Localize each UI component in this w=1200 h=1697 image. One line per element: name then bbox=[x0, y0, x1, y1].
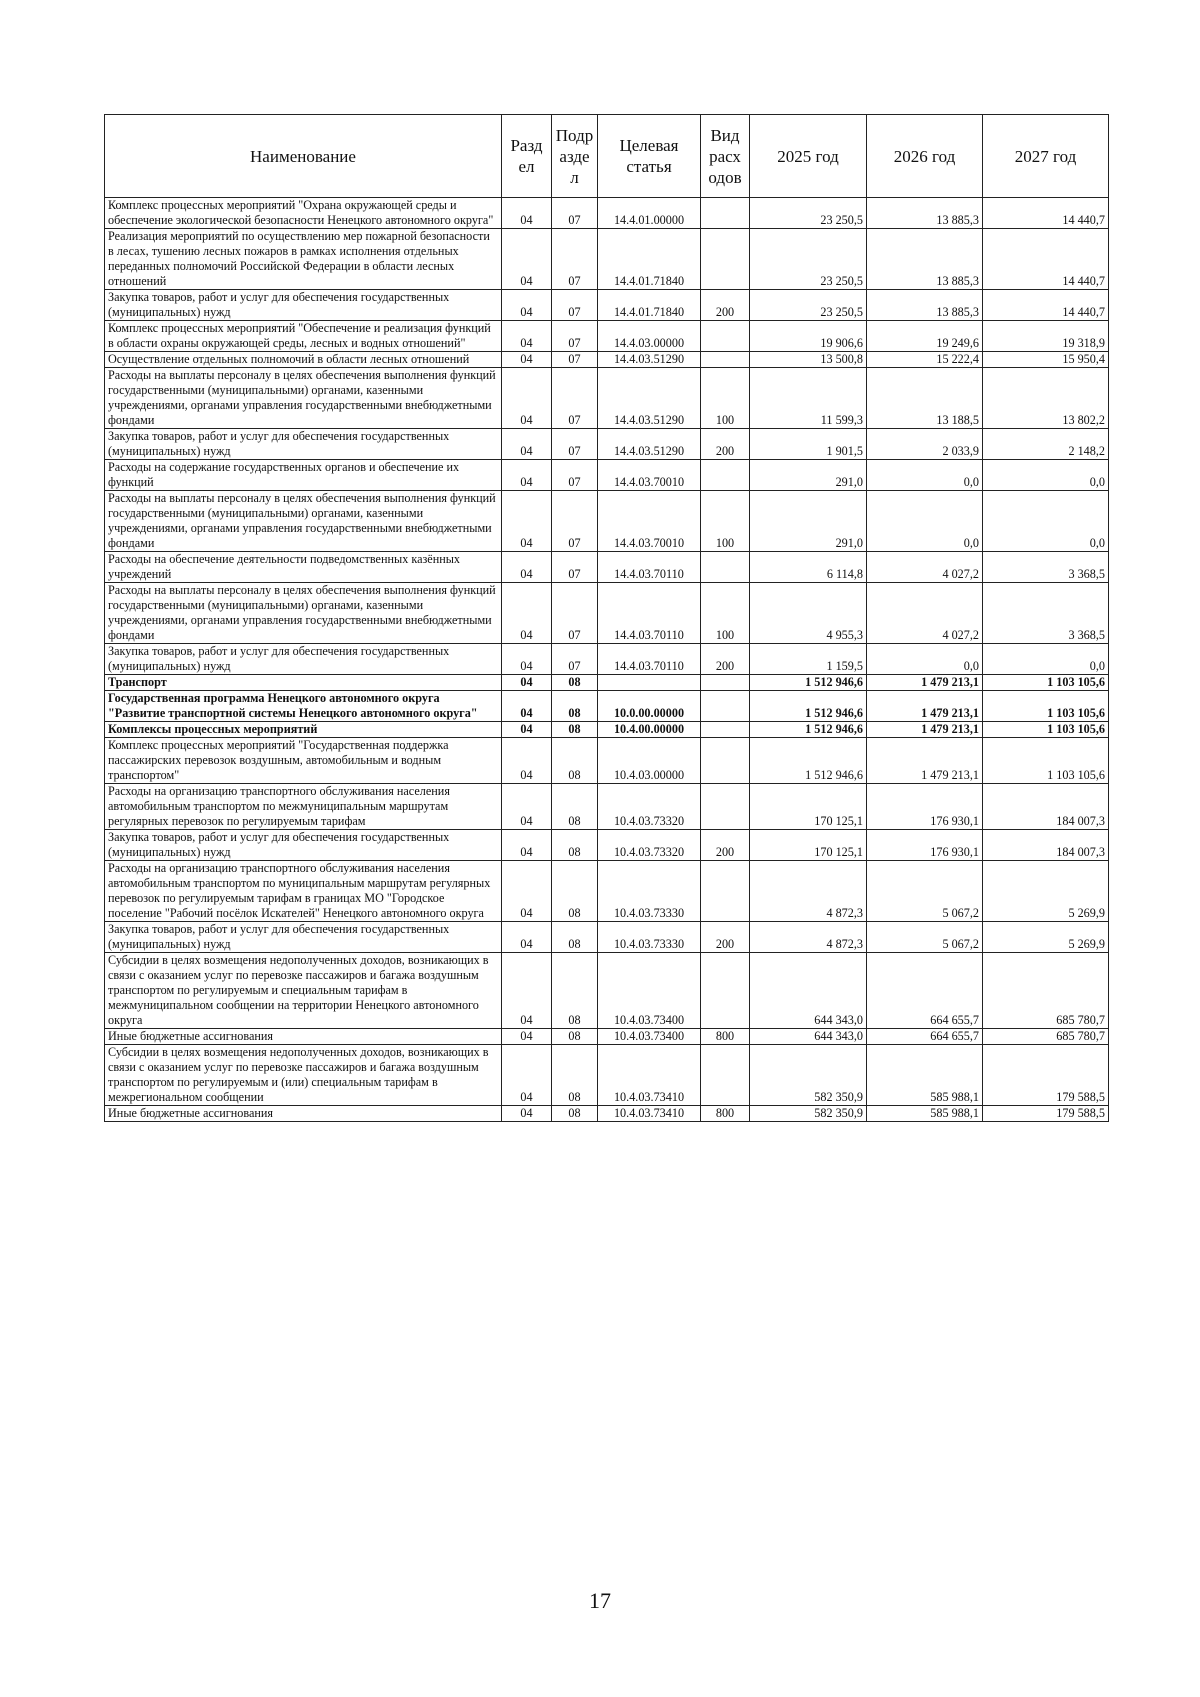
row-value-2027: 3 368,5 bbox=[983, 583, 1109, 644]
row-value-2027: 13 802,2 bbox=[983, 368, 1109, 429]
table-row bbox=[105, 198, 1109, 229]
row-value-2025: 4 872,3 bbox=[750, 922, 867, 953]
row-name: Расходы на содержание государственных органов и обеспечение их функций bbox=[105, 460, 502, 491]
row-value-2025: 1 512 946,6 bbox=[750, 675, 867, 691]
row-tselevaya-statya: 10.4.03.00000 bbox=[598, 738, 701, 784]
row-value-2025: 1 159,5 bbox=[750, 644, 867, 675]
row-value-2026: 13 885,3 bbox=[867, 229, 983, 290]
row-razdel: 04 bbox=[502, 644, 552, 675]
table-row bbox=[105, 1029, 1109, 1045]
header-row bbox=[105, 115, 1109, 198]
row-value-2026: 664 655,7 bbox=[867, 953, 983, 1029]
row-value-2025: 23 250,5 bbox=[750, 198, 867, 229]
row-vid-rashodov: 100 bbox=[701, 583, 750, 644]
row-name: Закупка товаров, работ и услуг для обеспечения государственных (муниципальных) нужд bbox=[105, 830, 502, 861]
row-tselevaya-statya: 10.4.00.00000 bbox=[598, 722, 701, 738]
row-vid-rashodov bbox=[701, 460, 750, 491]
row-podrazdel: 08 bbox=[552, 784, 598, 830]
row-value-2025: 291,0 bbox=[750, 491, 867, 552]
row-razdel: 04 bbox=[502, 321, 552, 352]
row-value-2025: 6 114,8 bbox=[750, 552, 867, 583]
row-value-2027: 1 103 105,6 bbox=[983, 738, 1109, 784]
row-value-2025: 23 250,5 bbox=[750, 229, 867, 290]
row-name: Расходы на организацию транспортного обслуживания населения автомобильным транспортом по муниципальным маршрутам регулярных перевозок по регулируемым тарифам в границах МО "Городское поселение "Рабочий посёлок Искателей" Ненецкого автономного округа bbox=[105, 861, 502, 922]
row-name: Реализация мероприятий по осуществлению мер пожарной безопасности в лесах, тушению лесных пожаров в рамках исполнения отдельных переданных полномочий Российской Федерации в области лесных отношений bbox=[105, 229, 502, 290]
table-row bbox=[105, 290, 1109, 321]
row-value-2025: 1 901,5 bbox=[750, 429, 867, 460]
row-podrazdel: 08 bbox=[552, 1106, 598, 1122]
row-razdel: 04 bbox=[502, 198, 552, 229]
row-name: Закупка товаров, работ и услуг для обеспечения государственных (муниципальных) нужд bbox=[105, 922, 502, 953]
row-tselevaya-statya: 14.4.03.70110 bbox=[598, 644, 701, 675]
header-year-2027: 2027 год bbox=[983, 115, 1109, 198]
row-value-2026: 1 479 213,1 bbox=[867, 675, 983, 691]
row-value-2027: 14 440,7 bbox=[983, 290, 1109, 321]
row-razdel: 04 bbox=[502, 429, 552, 460]
header-podrazdel: Подр азде л bbox=[552, 115, 598, 198]
table-row bbox=[105, 861, 1109, 922]
row-value-2027: 3 368,5 bbox=[983, 552, 1109, 583]
row-podrazdel: 07 bbox=[552, 583, 598, 644]
header-razdel: Разд ел bbox=[502, 115, 552, 198]
row-razdel: 04 bbox=[502, 368, 552, 429]
row-podrazdel: 08 bbox=[552, 675, 598, 691]
row-razdel: 04 bbox=[502, 352, 552, 368]
table-row bbox=[105, 429, 1109, 460]
table-row bbox=[105, 368, 1109, 429]
row-vid-rashodov: 800 bbox=[701, 1106, 750, 1122]
row-name: Субсидии в целях возмещения недополученных доходов, возникающих в связи с оказанием услуг по перевозке пассажиров и багажа воздушным транспортом по регулируемым и (или) специальным тарифам в межрегиональном сообщении bbox=[105, 1045, 502, 1106]
row-tselevaya-statya: 10.0.00.00000 bbox=[598, 691, 701, 722]
row-value-2025: 582 350,9 bbox=[750, 1045, 867, 1106]
row-tselevaya-statya: 10.4.03.73410 bbox=[598, 1045, 701, 1106]
row-name: Расходы на организацию транспортного обслуживания населения автомобильным транспортом по межмуниципальным маршрутам регулярных перевозок по регулируемым тарифам bbox=[105, 784, 502, 830]
row-tselevaya-statya bbox=[598, 675, 701, 691]
row-value-2027: 0,0 bbox=[983, 491, 1109, 552]
row-tselevaya-statya: 10.4.03.73330 bbox=[598, 922, 701, 953]
row-tselevaya-statya: 14.4.03.70010 bbox=[598, 491, 701, 552]
table-row bbox=[105, 953, 1109, 1029]
row-vid-rashodov bbox=[701, 784, 750, 830]
row-tselevaya-statya: 10.4.03.73410 bbox=[598, 1106, 701, 1122]
row-value-2026: 1 479 213,1 bbox=[867, 691, 983, 722]
row-razdel: 04 bbox=[502, 691, 552, 722]
row-vid-rashodov: 800 bbox=[701, 1029, 750, 1045]
row-value-2027: 179 588,5 bbox=[983, 1106, 1109, 1122]
row-value-2027: 2 148,2 bbox=[983, 429, 1109, 460]
row-value-2027: 0,0 bbox=[983, 460, 1109, 491]
row-podrazdel: 07 bbox=[552, 290, 598, 321]
row-name: Субсидии в целях возмещения недополученных доходов, возникающих в связи с оказанием услуг по перевозке пассажиров и багажа воздушным транспортом по регулируемым и специальным тарифам в межмуниципальном сообщении на территории Ненецкого автономного округа bbox=[105, 953, 502, 1029]
row-name: Транспорт bbox=[105, 675, 502, 691]
row-value-2026: 5 067,2 bbox=[867, 861, 983, 922]
row-name: Иные бюджетные ассигнования bbox=[105, 1106, 502, 1122]
row-podrazdel: 07 bbox=[552, 352, 598, 368]
table-row bbox=[105, 1045, 1109, 1106]
table-row bbox=[105, 830, 1109, 861]
row-value-2027: 179 588,5 bbox=[983, 1045, 1109, 1106]
row-podrazdel: 08 bbox=[552, 861, 598, 922]
row-razdel: 04 bbox=[502, 722, 552, 738]
row-value-2027: 685 780,7 bbox=[983, 1029, 1109, 1045]
row-value-2025: 13 500,8 bbox=[750, 352, 867, 368]
row-podrazdel: 07 bbox=[552, 368, 598, 429]
row-value-2026: 0,0 bbox=[867, 460, 983, 491]
row-value-2026: 0,0 bbox=[867, 491, 983, 552]
row-podrazdel: 08 bbox=[552, 953, 598, 1029]
table-row bbox=[105, 460, 1109, 491]
row-value-2027: 1 103 105,6 bbox=[983, 722, 1109, 738]
row-name: Комплекс процессных мероприятий "Обеспечение и реализация функций в области охраны окружающей среды, лесных и водных отношений" bbox=[105, 321, 502, 352]
row-podrazdel: 07 bbox=[552, 460, 598, 491]
table-body bbox=[105, 198, 1109, 1122]
row-value-2027: 5 269,9 bbox=[983, 922, 1109, 953]
row-tselevaya-statya: 14.4.01.71840 bbox=[598, 290, 701, 321]
row-podrazdel: 07 bbox=[552, 229, 598, 290]
row-podrazdel: 07 bbox=[552, 321, 598, 352]
row-vid-rashodov bbox=[701, 229, 750, 290]
row-tselevaya-statya: 10.4.03.73400 bbox=[598, 1029, 701, 1045]
row-value-2027: 184 007,3 bbox=[983, 784, 1109, 830]
table-row bbox=[105, 784, 1109, 830]
row-tselevaya-statya: 10.4.03.73320 bbox=[598, 830, 701, 861]
budget-table bbox=[104, 114, 1109, 1122]
table-row bbox=[105, 738, 1109, 784]
row-value-2026: 5 067,2 bbox=[867, 922, 983, 953]
row-vid-rashodov bbox=[701, 861, 750, 922]
row-vid-rashodov bbox=[701, 675, 750, 691]
row-value-2027: 685 780,7 bbox=[983, 953, 1109, 1029]
row-podrazdel: 08 bbox=[552, 830, 598, 861]
header-tselevaya-statya: Целевая статья bbox=[598, 115, 701, 198]
table-row bbox=[105, 722, 1109, 738]
row-razdel: 04 bbox=[502, 491, 552, 552]
row-razdel: 04 bbox=[502, 1045, 552, 1106]
row-value-2025: 170 125,1 bbox=[750, 830, 867, 861]
row-value-2027: 0,0 bbox=[983, 644, 1109, 675]
row-vid-rashodov bbox=[701, 352, 750, 368]
row-value-2025: 4 872,3 bbox=[750, 861, 867, 922]
table-row bbox=[105, 644, 1109, 675]
row-name: Осуществление отдельных полномочий в области лесных отношений bbox=[105, 352, 502, 368]
row-value-2025: 291,0 bbox=[750, 460, 867, 491]
row-value-2025: 170 125,1 bbox=[750, 784, 867, 830]
row-name: Комплексы процессных мероприятий bbox=[105, 722, 502, 738]
row-razdel: 04 bbox=[502, 552, 552, 583]
row-podrazdel: 07 bbox=[552, 429, 598, 460]
row-value-2026: 0,0 bbox=[867, 644, 983, 675]
row-name: Государственная программа Ненецкого автономного округа "Развитие транспортной системы Ненецкого автономного округа" bbox=[105, 691, 502, 722]
row-vid-rashodov bbox=[701, 1045, 750, 1106]
row-value-2025: 1 512 946,6 bbox=[750, 722, 867, 738]
table-row bbox=[105, 922, 1109, 953]
row-value-2026: 15 222,4 bbox=[867, 352, 983, 368]
row-value-2026: 13 885,3 bbox=[867, 198, 983, 229]
row-value-2025: 1 512 946,6 bbox=[750, 738, 867, 784]
row-razdel: 04 bbox=[502, 830, 552, 861]
row-name: Закупка товаров, работ и услуг для обеспечения государственных (муниципальных) нужд bbox=[105, 644, 502, 675]
row-vid-rashodov bbox=[701, 321, 750, 352]
row-razdel: 04 bbox=[502, 1106, 552, 1122]
row-name: Расходы на выплаты персоналу в целях обеспечения выполнения функций государственными (муниципальными) органами, казенными учреждениями, органами управления государственными внебюджетными фондами bbox=[105, 491, 502, 552]
row-podrazdel: 07 bbox=[552, 198, 598, 229]
row-tselevaya-statya: 14.4.03.51290 bbox=[598, 368, 701, 429]
table-row bbox=[105, 691, 1109, 722]
row-tselevaya-statya: 10.4.03.73320 bbox=[598, 784, 701, 830]
row-value-2026: 1 479 213,1 bbox=[867, 722, 983, 738]
row-tselevaya-statya: 14.4.03.51290 bbox=[598, 429, 701, 460]
row-tselevaya-statya: 14.4.03.70110 bbox=[598, 583, 701, 644]
row-podrazdel: 08 bbox=[552, 1029, 598, 1045]
row-value-2027: 14 440,7 bbox=[983, 229, 1109, 290]
row-vid-rashodov: 200 bbox=[701, 429, 750, 460]
table-row bbox=[105, 1106, 1109, 1122]
row-name: Закупка товаров, работ и услуг для обеспечения государственных (муниципальных) нужд bbox=[105, 290, 502, 321]
row-value-2027: 15 950,4 bbox=[983, 352, 1109, 368]
table-row bbox=[105, 552, 1109, 583]
row-value-2026: 585 988,1 bbox=[867, 1045, 983, 1106]
row-value-2025: 19 906,6 bbox=[750, 321, 867, 352]
row-name: Комплекс процессных мероприятий "Охрана окружающей среды и обеспечение экологической безопасности Ненецкого автономного округа" bbox=[105, 198, 502, 229]
row-value-2025: 23 250,5 bbox=[750, 290, 867, 321]
row-vid-rashodov bbox=[701, 691, 750, 722]
row-name: Комплекс процессных мероприятий "Государственная поддержка пассажирских перевозок воздушным, автомобильным и водным транспортом" bbox=[105, 738, 502, 784]
table-row bbox=[105, 352, 1109, 368]
row-vid-rashodov: 200 bbox=[701, 644, 750, 675]
row-razdel: 04 bbox=[502, 675, 552, 691]
row-tselevaya-statya: 14.4.03.00000 bbox=[598, 321, 701, 352]
header-year-2026: 2026 год bbox=[867, 115, 983, 198]
row-vid-rashodov: 200 bbox=[701, 290, 750, 321]
row-tselevaya-statya: 10.4.03.73400 bbox=[598, 953, 701, 1029]
header-name: Наименование bbox=[105, 115, 502, 198]
row-name: Расходы на выплаты персоналу в целях обеспечения выполнения функций государственными (муниципальными) органами, казенными учреждениями, органами управления государственными внебюджетными фондами bbox=[105, 368, 502, 429]
row-tselevaya-statya: 14.4.03.70010 bbox=[598, 460, 701, 491]
row-value-2026: 176 930,1 bbox=[867, 784, 983, 830]
row-tselevaya-statya: 14.4.01.71840 bbox=[598, 229, 701, 290]
row-vid-rashodov bbox=[701, 953, 750, 1029]
table-row bbox=[105, 321, 1109, 352]
row-value-2025: 1 512 946,6 bbox=[750, 691, 867, 722]
row-podrazdel: 08 bbox=[552, 922, 598, 953]
row-value-2026: 664 655,7 bbox=[867, 1029, 983, 1045]
row-razdel: 04 bbox=[502, 953, 552, 1029]
row-razdel: 04 bbox=[502, 583, 552, 644]
row-value-2026: 585 988,1 bbox=[867, 1106, 983, 1122]
row-value-2027: 19 318,9 bbox=[983, 321, 1109, 352]
row-value-2025: 644 343,0 bbox=[750, 1029, 867, 1045]
row-vid-rashodov: 100 bbox=[701, 368, 750, 429]
row-razdel: 04 bbox=[502, 290, 552, 321]
row-value-2027: 184 007,3 bbox=[983, 830, 1109, 861]
row-razdel: 04 bbox=[502, 460, 552, 491]
table-header bbox=[105, 115, 1109, 198]
row-value-2025: 11 599,3 bbox=[750, 368, 867, 429]
row-tselevaya-statya: 14.4.03.51290 bbox=[598, 352, 701, 368]
row-name: Расходы на обеспечение деятельности подведомственных казённых учреждений bbox=[105, 552, 502, 583]
row-tselevaya-statya: 14.4.01.00000 bbox=[598, 198, 701, 229]
row-vid-rashodov: 200 bbox=[701, 830, 750, 861]
row-value-2026: 19 249,6 bbox=[867, 321, 983, 352]
row-name: Расходы на выплаты персоналу в целях обеспечения выполнения функций государственными (муниципальными) органами, казенными учреждениями, органами управления государственными внебюджетными фондами bbox=[105, 583, 502, 644]
row-value-2027: 1 103 105,6 bbox=[983, 691, 1109, 722]
table-row bbox=[105, 229, 1109, 290]
row-podrazdel: 08 bbox=[552, 722, 598, 738]
row-podrazdel: 07 bbox=[552, 644, 598, 675]
row-vid-rashodov: 200 bbox=[701, 922, 750, 953]
row-podrazdel: 08 bbox=[552, 1045, 598, 1106]
row-value-2026: 1 479 213,1 bbox=[867, 738, 983, 784]
row-tselevaya-statya: 10.4.03.73330 bbox=[598, 861, 701, 922]
row-podrazdel: 07 bbox=[552, 491, 598, 552]
row-value-2025: 644 343,0 bbox=[750, 953, 867, 1029]
row-vid-rashodov bbox=[701, 722, 750, 738]
row-value-2025: 582 350,9 bbox=[750, 1106, 867, 1122]
row-razdel: 04 bbox=[502, 861, 552, 922]
row-vid-rashodov: 100 bbox=[701, 491, 750, 552]
row-value-2027: 14 440,7 bbox=[983, 198, 1109, 229]
row-podrazdel: 07 bbox=[552, 552, 598, 583]
row-razdel: 04 bbox=[502, 784, 552, 830]
row-razdel: 04 bbox=[502, 1029, 552, 1045]
row-podrazdel: 08 bbox=[552, 738, 598, 784]
row-value-2025: 4 955,3 bbox=[750, 583, 867, 644]
page-number: 17 bbox=[589, 1588, 611, 1613]
row-value-2026: 4 027,2 bbox=[867, 552, 983, 583]
row-value-2027: 1 103 105,6 bbox=[983, 675, 1109, 691]
header-year-2025: 2025 год bbox=[750, 115, 867, 198]
row-value-2026: 176 930,1 bbox=[867, 830, 983, 861]
row-name: Закупка товаров, работ и услуг для обеспечения государственных (муниципальных) нужд bbox=[105, 429, 502, 460]
row-vid-rashodov bbox=[701, 198, 750, 229]
table-row bbox=[105, 491, 1109, 552]
row-value-2026: 2 033,9 bbox=[867, 429, 983, 460]
row-name: Иные бюджетные ассигнования bbox=[105, 1029, 502, 1045]
row-vid-rashodov bbox=[701, 552, 750, 583]
row-tselevaya-statya: 14.4.03.70110 bbox=[598, 552, 701, 583]
row-value-2027: 5 269,9 bbox=[983, 861, 1109, 922]
row-podrazdel: 08 bbox=[552, 691, 598, 722]
row-razdel: 04 bbox=[502, 229, 552, 290]
row-razdel: 04 bbox=[502, 922, 552, 953]
table-row bbox=[105, 675, 1109, 691]
row-razdel: 04 bbox=[502, 738, 552, 784]
row-vid-rashodov bbox=[701, 738, 750, 784]
row-value-2026: 13 188,5 bbox=[867, 368, 983, 429]
table-row bbox=[105, 583, 1109, 644]
row-value-2026: 13 885,3 bbox=[867, 290, 983, 321]
header-vid-rashodov: Вид расх одов bbox=[701, 115, 750, 198]
row-value-2026: 4 027,2 bbox=[867, 583, 983, 644]
